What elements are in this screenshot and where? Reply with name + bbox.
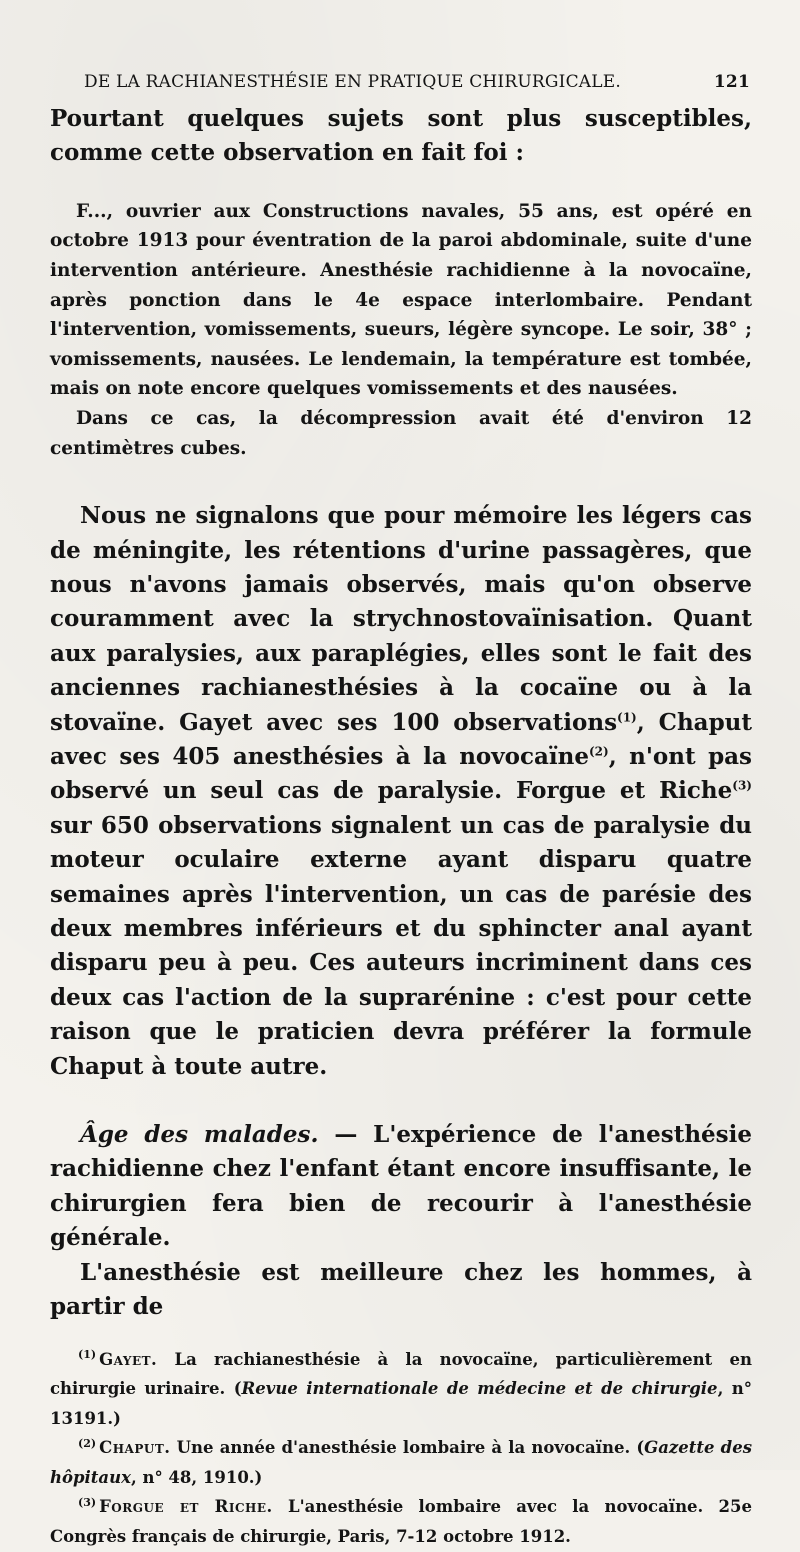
running-head bbox=[84, 72, 750, 92]
footnote-2 bbox=[50, 1433, 752, 1492]
footnotes bbox=[50, 1345, 752, 1552]
complications-text-3: , n'ont pas observé un seul cas de paralysie. Forgue et Riche bbox=[50, 743, 752, 805]
complications-text-2: , Chaput avec ses 405 anesthésies à la novocaïne bbox=[50, 708, 752, 770]
age-heading: Âge des malades. bbox=[80, 1121, 319, 1149]
footnote-author-1: Gayet. bbox=[99, 1349, 158, 1369]
footnote-text-2b: , n° 48, 1910.) bbox=[130, 1467, 263, 1487]
footnote-ref-2: (2) bbox=[588, 744, 609, 759]
page-number: 121 bbox=[713, 72, 750, 92]
footnote-text-2a: Une année d'anesthésie lombaire à la novocaïne. ( bbox=[170, 1438, 645, 1458]
footnote-text-1a: La rachianesthésie à la novocaïne, particulièrement en chirurgie urinaire. ( bbox=[50, 1349, 752, 1399]
sex-paragraph: L'anesthésie est meilleure chez les hommes, à partir de bbox=[50, 1258, 752, 1321]
complications-text-4: sur 650 observations signalent un cas de paralysie du moteur oculaire externe ayant disparu quatre semaines après l'intervention, un cas de parésie des deux membres inférieurs et du sphincter anal ayant disparu peu à peu. Ces auteurs incriminent dans ces deux cas l'action de la suprarénine : c'est pour cette raison que le praticien devra préférer la formule Chaput à toute autre. bbox=[50, 811, 752, 1080]
footnote-text-1b: , n° 13191.) bbox=[50, 1379, 752, 1428]
running-title: DE LA RACHIANESTHÉSIE EN PRATIQUE CHIRURGICALE. bbox=[84, 72, 621, 92]
footnote-ref-1: (1) bbox=[617, 709, 637, 724]
footnote-source-2: Gazette des hôpitaux bbox=[50, 1438, 752, 1487]
footnote-text-3a: L'anesthésie lombaire avec la novocaïne. 25e Congrès français de chirurgie, Paris, 7-12 octobre 1912. bbox=[50, 1497, 753, 1547]
complications-text-1: Nous ne signalons que pour mémoire les légers cas de méningite, les rétentions d'urine passagères, que nous n'avons jamais observés, mais qu'on observe couramment avec la strychnostovaïnisation. Quant aux paralysies, aux paraplégies, elles sont le fait des anciennes rachianesthésies à la cocaïne ou à la stovaïne. Gayet avec ses 100 observations bbox=[50, 502, 752, 736]
footnote-mark-1: (1) bbox=[78, 1348, 97, 1361]
observation-conclusion: Dans ce cas, la décompression avait été d'environ 12 centimètres cubes. bbox=[50, 407, 752, 459]
age-text: — L'expérience de l'anesthésie rachidienne chez l'enfant étant encore insuffisante, le chirurgien fera bien de recourir à l'anesthésie générale. bbox=[50, 1121, 753, 1252]
observation-paragraph: F..., ouvrier aux Constructions navales, 55 ans, est opéré en octobre 1913 pour éventration de la paroi abdominale, suite d'une intervention antérieure. Anesthésie rachidienne à la novocaïne, après ponction dans le 4e espace interlombaire. Pendant l'intervention, vomissements, sueurs, légère syncope. Le soir, 38° ; vomissements, nausées. Le lendemain, la température est tombée, mais on note encore quelques vomissements et des nausées. bbox=[50, 200, 752, 400]
footnote-author-2: Chaput. bbox=[99, 1438, 171, 1458]
age-paragraph bbox=[50, 1118, 752, 1256]
footnote-author-3: Forgue et Riche. bbox=[99, 1497, 273, 1517]
footnote-mark-2: (2) bbox=[78, 1436, 97, 1450]
complications-paragraph bbox=[50, 499, 752, 1084]
intro-paragraph: Pourtant quelques sujets sont plus susceptibles, comme cette observation en fait foi : bbox=[50, 105, 752, 167]
footnote-source-1: Revue internationale de médecine et de chirurgie bbox=[241, 1379, 718, 1399]
footnote-mark-3: (3) bbox=[78, 1495, 97, 1509]
footnote-1 bbox=[50, 1345, 752, 1434]
footnote-3 bbox=[50, 1492, 752, 1551]
footnote-ref-3: (3) bbox=[732, 778, 752, 793]
